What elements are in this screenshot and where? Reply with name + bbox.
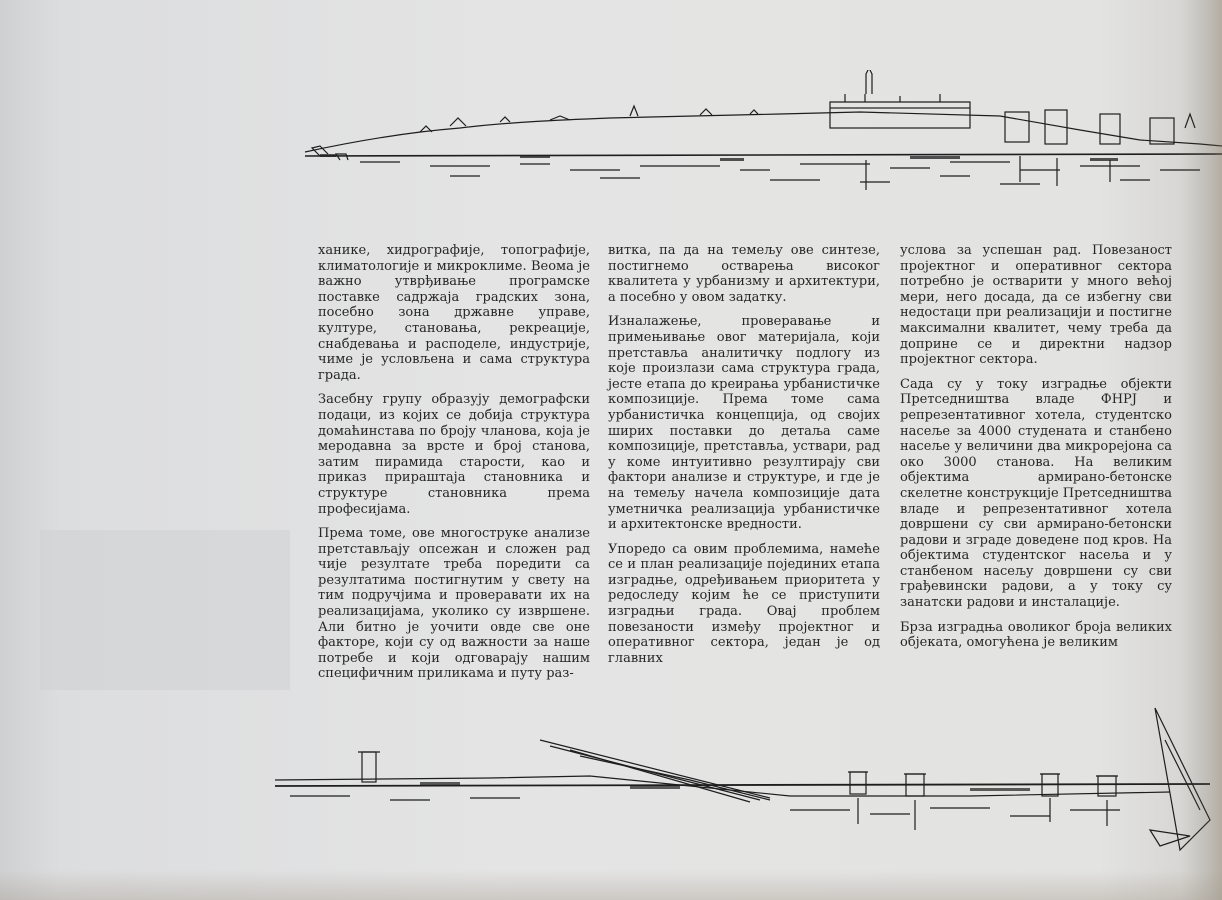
- riverside-skyline-illustration: [270, 700, 1222, 870]
- city-skyline-illustration: [300, 70, 1222, 210]
- paragraph: Брза изградња оволиког броја великих објеката, омогућена је великим: [900, 619, 1172, 651]
- paragraph: Сада су у току изградње објекти Претседништва владе ФНРЈ и репрезентативног хотела, студентско насеље за 4000 студената и станбено насеље у величини два микрорејона са око 3000 станова. На великим објектима армирано-бетонске скелетне конструкције Претседништва владе и репрезентативног хотела довршени су сви армирано-бетонски радови и зграде доведене под кров. На објектима студентског насеља и у станбеном насељу довршени су сви грађевински радови, а у току су занатски радови и инсталације.: [900, 376, 1172, 611]
- paragraph: услова за успешан рад. Повезаност пројектног и оперативног сектора потребно је остварити у много већој мери, него досада, да се избегну сви недостаци при реализацији и постигне максимални квалитет, чему треба да доприне се и директни надзор пројектног сектора.: [900, 243, 1172, 368]
- paragraph: витка, па да на темељу ове синтезе, постигнемо остварења високог квалитета у урбанизму и архитектури, а посебно у овом задатку.: [608, 243, 880, 305]
- text-column-1: [318, 243, 590, 691]
- paragraph: Упоредо са овим проблемима, намеће се и план реализације појединих етапа изградње, одређивањем приоритета у редоследу којим ће се приступити изградњи града. Овај проблем повезаности између пројектног и оперативног сектора, један је од главних: [608, 541, 880, 666]
- paragraph: ханике, хидрографије, топографије, климатологије и микроклиме. Веома је важно утврђивање програмске поставке садржаја градских зона, посебно зона државне управе, културе, становања, рекреације, снабдевања и расподеле, индустрије, чиме је условљена и сама структура града.: [318, 243, 590, 383]
- paragraph: Према томе, ове многоструке анализе претстављају опсежан и сложен рад чије резултате треба поредити са резултатима постигнутим у свету на тим подручјима и проверавати их на реализацијама, уколико су извршене. Али битно је уочити овде све оне факторе, који су од важности за наше потребе и који одговарају нашим специфичним приликама и путу раз-: [318, 526, 590, 682]
- text-column-3: [900, 243, 1172, 660]
- paragraph: Изналажење, проверавање и примењивање овог материјала, који претставља аналитичку подлогу из које произлази сама структура града, јесте етапа до креирања урбанистичке композиције. Према томе сама урбанистичка концепција, од својих ширих поставки до детаља саме композиције, претставља, уствари, рад у коме интуитивно резултирају сви фактори анализе и структуре, и где је на темељу начела композиције дата уметничка реализација урбанистичке и архитектонске вредности.: [608, 314, 880, 533]
- bottom-paper-edge: [0, 870, 1222, 900]
- page-curl-shadow: [1180, 0, 1222, 900]
- faded-print-area: [40, 530, 290, 690]
- text-column-2: [608, 243, 880, 675]
- paragraph: Засебну групу образују демографски подаци, из којих се добија структура домаћинстава по броју чланова, која је меродавна за врсте и број станова, затим пирамида старости, као и прикaз прираштаја становника и структуре становника према професијама.: [318, 392, 590, 517]
